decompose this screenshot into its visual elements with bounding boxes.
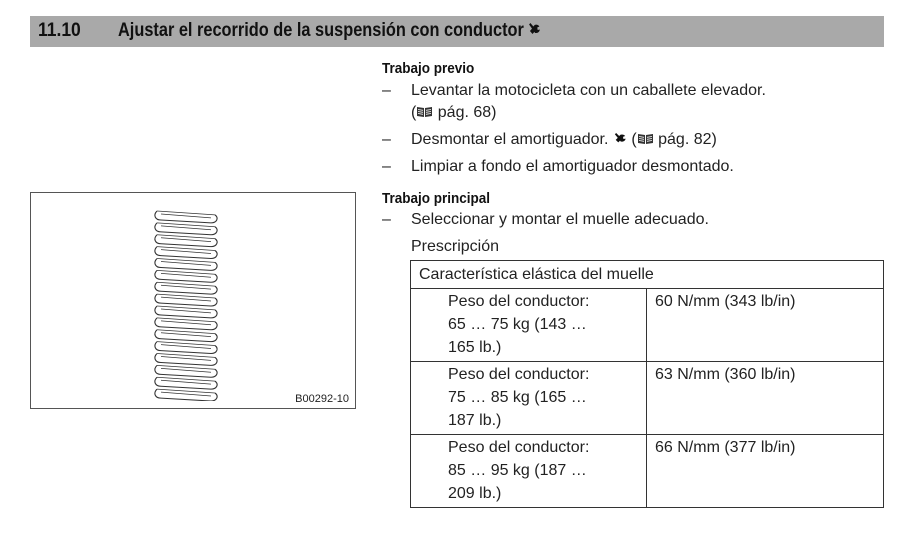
cond-line: Peso del conductor: [448,366,590,383]
cond-line: Peso del conductor: [448,293,590,310]
prior-work-item-1-ref[interactable]: ( pág. 68) [411,104,497,121]
main-work-heading: Trabajo principal [382,190,491,207]
spring-coil-edge [157,389,215,396]
rider-weight-cell [411,289,647,362]
spring-coil-edge [157,259,215,266]
spring-coil-edge [157,294,215,301]
wrench-icon [613,133,627,145]
page-ref[interactable]: pág. 68) [437,104,497,121]
book-reference-icon [637,133,654,145]
list-bullet: – [382,131,391,148]
spring-coil-edge [157,306,215,313]
figure-code: B00292-10 [295,393,349,405]
rider-weight-cell [411,362,647,435]
prior-work-item-2-text: Desmontar el amortiguador. [411,131,609,148]
cond-line: 75 … 85 kg (165 … [448,389,587,406]
list-bullet: – [382,82,391,99]
section-title-text: Ajustar el recorrido de la suspensión con conductor [118,20,524,41]
cond-line: 65 … 75 kg (143 … [448,316,587,333]
section-header [30,16,884,47]
cond-line: 165 lb.) [448,339,502,356]
prior-work-item-3: Limpiar a fondo el amortiguador desmontado. [411,158,734,175]
table-header: Característica elástica del muelle [411,261,884,289]
page-ref[interactable]: pág. 82) [658,131,717,148]
spring-coil-edge [157,377,215,384]
wrench-icon [527,23,541,37]
book-reference-icon [416,106,433,118]
list-bullet: – [382,158,391,175]
cond-line: 209 lb.) [448,485,502,502]
cond-line: 85 … 95 kg (187 … [448,462,587,479]
table-row [411,362,884,435]
spring-coil-edge [157,235,215,242]
table-header-row [411,261,884,289]
list-bullet: – [382,211,391,228]
spring-coil-edge [157,330,215,337]
spring-coil-edge [157,318,215,325]
spring-rate-table [410,260,884,508]
spring-coil-edge [157,365,215,372]
prior-work-item-2-ref[interactable]: ( pág. 82) [631,131,717,148]
spring-figure [30,192,356,409]
prior-work-item-1: Levantar la motocicleta con un caballete elevador. [411,82,766,99]
coil-spring-illustration [151,203,221,401]
cond-line: 187 lb.) [448,412,502,429]
spring-rate-value: 63 N/mm (360 lb/in) [647,362,884,435]
spring-coil-edge [157,223,215,230]
main-work-item-1: Seleccionar y montar el muelle adecuado. [411,211,709,228]
section-number: 11.10 [38,20,81,41]
cond-line: Peso del conductor: [448,439,590,456]
spring-coil-edge [157,270,215,277]
table-row [411,435,884,508]
spring-coil-edge [157,247,215,254]
spring-rate-value: 60 N/mm (343 lb/in) [647,289,884,362]
table-row [411,289,884,362]
spring-coil-edge [157,354,215,361]
prior-work-item-2 [411,131,717,149]
spring-rate-value: 66 N/mm (377 lb/in) [647,435,884,508]
section-title [118,20,541,42]
spring-coil-edge [157,342,215,349]
spring-coil-edge [157,211,215,218]
rider-weight-cell [411,435,647,508]
spring-coil-edge [157,282,215,289]
prescription-label: Prescripción [411,238,500,255]
prior-work-heading: Trabajo previo [382,60,475,77]
